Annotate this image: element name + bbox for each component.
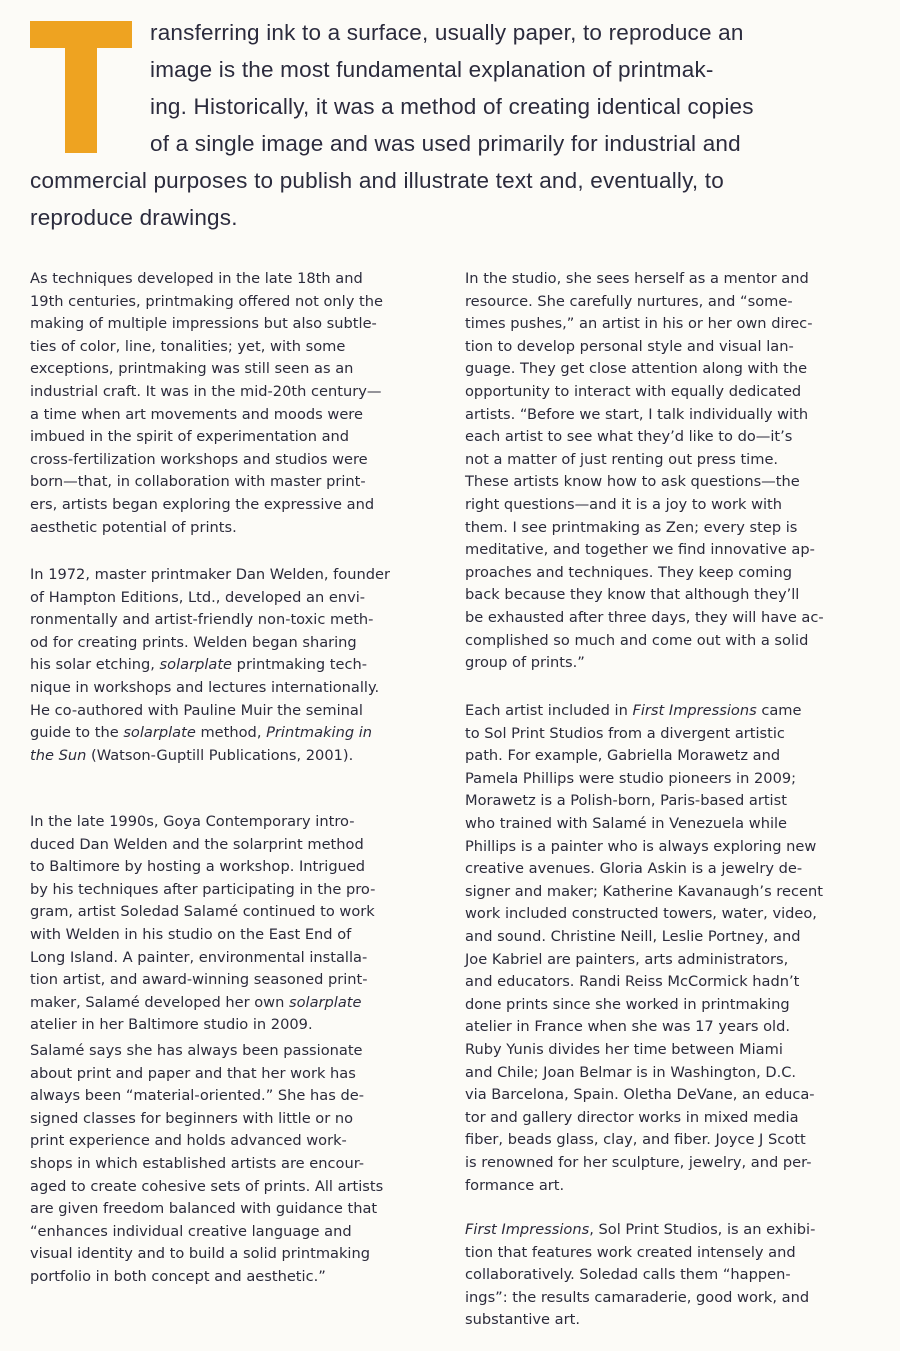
drop-cap-letter-t [30, 21, 132, 153]
text-line: who trained with Salamé in Venezuela while [465, 815, 788, 832]
text-line: back because they know that although they’ll [465, 586, 800, 604]
text-line: guide to the solarplate method, Printmaking in [30, 724, 373, 742]
lede-line: of a single image and was used primarily for industrial and [150, 131, 741, 156]
text-line: done prints since she worked in printmaking [465, 995, 790, 1013]
text-line: each artist to see what they’d like to do—it’s [465, 428, 793, 446]
text-line: artists. “Before we start, I talk individually with [465, 405, 809, 423]
text-line: imbued in the spirit of experimentation and [30, 428, 350, 446]
text-line: ties of color, line, tonalities; yet, with some [30, 337, 346, 355]
text-line: Pamela Phillips were studio pioneers in 2009; [465, 769, 797, 787]
text-line: gram, artist Soledad Salamé continued to work [30, 903, 375, 921]
text-line: making of multiple impressions but also subtle- [30, 315, 377, 333]
text-line: tion artist, and award-winning seasoned print- [30, 971, 368, 989]
text-line: not a matter of just renting out press time. [465, 450, 779, 468]
text-line: As techniques developed in the late 18th and [30, 270, 363, 287]
text-line: via Barcelona, Spain. Oletha DeVane, an educa- [465, 1086, 815, 1104]
text-line: to Sol Print Studios from a divergent artistic [465, 724, 785, 742]
text-line: shops in which established artists are encour- [30, 1155, 365, 1172]
text-line: fiber, beads glass, clay, and fiber. Joyce J Scott [465, 1131, 806, 1149]
lede-line: ing. Historically, it was a method of creating identical copies [150, 94, 754, 119]
text-line: signed classes for beginners with little or no [30, 1109, 354, 1127]
text-line: born—that, in collaboration with master print- [30, 473, 366, 491]
text-line: 19th centuries, printmaking offered not only the [30, 292, 383, 310]
text-line: with Welden in his studio on the East End of [30, 926, 352, 943]
text-line: “enhances individual creative language and [30, 1222, 352, 1240]
text-line: right questions—and it is a joy to work with [465, 496, 783, 513]
text-line: portfolio in both concept and aesthetic.” [30, 1268, 326, 1285]
text-line: exceptions, printmaking was still seen as an [30, 360, 354, 378]
text-line: times pushes,” an artist in his or her own direc- [465, 315, 813, 333]
text-line: by his techniques after participating in the pro- [30, 880, 376, 898]
text-line: aged to create cohesive sets of prints. All artists [30, 1177, 384, 1195]
lede-line: reproduce drawings. [30, 205, 238, 230]
text-line: ings”: the results camaraderie, good work, and [465, 1288, 810, 1306]
text-line: them. I see printmaking as Zen; every step is [465, 518, 798, 536]
text-line: resource. She carefully nurtures, and “some- [465, 292, 793, 310]
text-line: work included constructed towers, water, video, [465, 905, 817, 923]
text-line: od for creating prints. Welden began sharing [30, 633, 357, 651]
text-line: about print and paper and that her work has [30, 1064, 356, 1082]
text-line: Phillips is a painter who is always exploring new [465, 837, 817, 855]
text-line: First Impressions, Sol Print Studios, is an exhibi- [465, 1221, 816, 1238]
text-line: tor and gallery director works in mixed media [465, 1108, 799, 1126]
text-line: formance art. [465, 1176, 565, 1194]
text-line: proaches and techniques. They keep coming [465, 563, 792, 581]
text-line: the Sun (Watson-Guptill Publications, 2001). [30, 746, 354, 764]
text-line: These artists know how to ask questions—the [465, 473, 800, 491]
text-line: Long Island. A painter, environmental installa- [30, 948, 368, 966]
text-line: creative avenues. Gloria Askin is a jewelry de- [465, 860, 803, 878]
text-line: industrial craft. It was in the mid-20th century— [30, 383, 382, 400]
text-line: nique in workshops and lectures internationally. [30, 679, 380, 696]
text-line: duced Dan Welden and the solarprint method [30, 835, 364, 853]
text-line: Salamé says she has always been passionate [30, 1042, 363, 1059]
text-line: always been “material-oriented.” She has de- [30, 1087, 364, 1105]
text-line: his solar etching, solarplate printmaking tech- [30, 656, 368, 674]
text-line: In 1972, master printmaker Dan Welden, founder [30, 566, 390, 583]
text-line: guage. They get close attention along with the [465, 360, 808, 378]
text-line: print experience and holds advanced work- [30, 1132, 347, 1150]
text-line: visual identity and to build a solid printmaking [30, 1245, 371, 1263]
text-line: and sound. Christine Neill, Leslie Portney, and [465, 928, 801, 945]
text-line: atelier in her Baltimore studio in 2009. [30, 1016, 313, 1034]
lede-line: image is the most fundamental explanation of printmak- [150, 57, 714, 82]
lede-line: commercial purposes to publish and illustrate text and, eventually, to [30, 168, 724, 193]
text-line: are given freedom balanced with guidance that [30, 1200, 378, 1218]
text-line: meditative, and together we find innovative ap- [465, 541, 815, 559]
drop-cap-stem [65, 21, 97, 153]
text-line: Joe Kabriel are painters, arts administrators, [465, 950, 789, 968]
text-line: Each artist included in First Impressions came [465, 702, 802, 719]
text-line: In the studio, she sees herself as a mentor and [465, 270, 809, 287]
text-line: is renowned for her sculpture, jewelry, and per- [465, 1154, 812, 1171]
lede-line: ransferring ink to a surface, usually paper, to reproduce an [150, 20, 744, 45]
text-line: atelier in France when she was 17 years old. [465, 1018, 791, 1036]
text-line: a time when art movements and moods were [30, 405, 363, 423]
text-line: Ruby Yunis divides her time between Miami [465, 1041, 783, 1058]
text-line: ers, artists began exploring the expressive and [30, 496, 375, 513]
text-line: signer and maker; Katherine Kavanaugh’s recent [465, 882, 823, 900]
text-line: tion to develop personal style and visual lan- [465, 337, 794, 355]
text-line: substantive art. [465, 1311, 580, 1329]
text-line: complished so much and come out with a solid [465, 631, 809, 649]
text-line: In the late 1990s, Goya Contemporary intro- [30, 813, 355, 830]
text-line: of Hampton Editions, Ltd., developed an envi- [30, 588, 366, 606]
text-line: opportunity to interact with equally dedicated [465, 383, 802, 400]
text-line: cross-fertilization workshops and studios were [30, 450, 368, 468]
text-line: maker, Salamé developed her own solarplate [30, 993, 362, 1011]
text-line: be exhausted after three days, they will have ac- [465, 609, 824, 626]
text-line: group of prints.” [465, 654, 585, 672]
text-line: Morawetz is a Polish-born, Paris-based artist [465, 792, 787, 810]
text-line: tion that features work created intensely and [465, 1243, 796, 1261]
text-line: aesthetic potential of prints. [30, 518, 237, 536]
text-line: and Chile; Joan Belmar is in Washington, D.C. [465, 1063, 797, 1081]
text-line: and educators. Randi Reiss McCormick hadn’t [465, 973, 800, 991]
text-line: ronmentally and artist-friendly non-toxic meth- [30, 611, 374, 629]
text-line: to Baltimore by hosting a workshop. Intrigued [30, 858, 366, 876]
text-line: path. For example, Gabriella Morawetz and [465, 747, 781, 765]
text-line: collaboratively. Soledad calls them “happen- [465, 1266, 791, 1284]
text-line: He co-authored with Pauline Muir the seminal [30, 701, 363, 719]
